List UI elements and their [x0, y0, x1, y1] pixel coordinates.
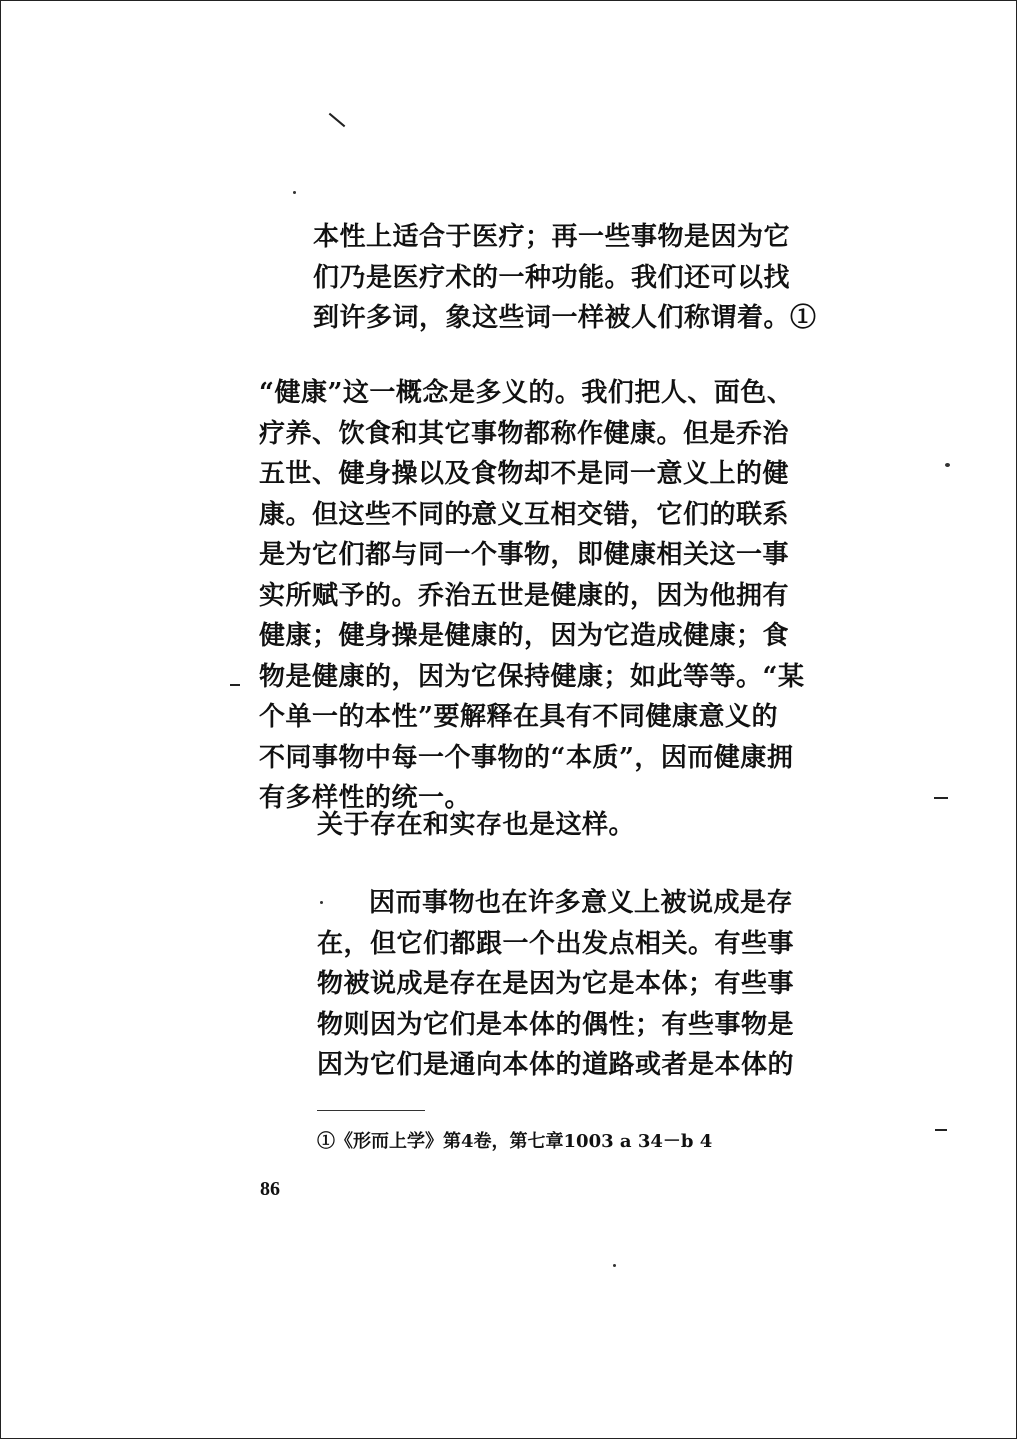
- scan-mark: [329, 113, 346, 127]
- text-line: 是为它们都与同一个事物，即健康相关这一事: [259, 540, 790, 570]
- text-line: 五世、健身操以及食物却不是同一意义上的健: [259, 459, 790, 489]
- text-line: 因而事物也在许多意义上被说成是存: [369, 888, 794, 918]
- scan-speck: [613, 1264, 616, 1267]
- footnote: ①《形而上学》第4卷，第七章1003 a 34－b 4: [317, 1131, 713, 1152]
- text-line: 本性上适合于医疗；再一些事物是因为它: [313, 222, 791, 252]
- text-line: 康。但这些不同的意义互相交错，它们的联系: [259, 499, 790, 530]
- main-paragraph: [259, 373, 824, 819]
- scan-speck: [945, 463, 950, 467]
- text-line: 疗养、饮食和其它事物都称作健康。但是乔治: [259, 418, 790, 449]
- scan-mark: [230, 684, 240, 686]
- scan-speck: [293, 191, 296, 194]
- scan-mark: [934, 797, 948, 799]
- text-line: 健康；健身操是健康的，因为它造成健康；食: [259, 621, 790, 651]
- text-line: 物则因为它们是本体的偶性；有些事物是: [317, 1009, 795, 1040]
- text-line: 在，但它们都跟一个出发点相关。有些事: [317, 928, 795, 959]
- transition-line: [317, 805, 837, 846]
- text-line: 物被说成是存在是因为它是本体；有些事: [317, 969, 795, 999]
- text-line: 个单一的本性”要解释在具有不同健康意义的: [259, 702, 778, 732]
- scan-mark: [935, 1129, 947, 1131]
- text-line: 物是健康的，因为它保持健康；如此等等。“某: [259, 661, 805, 692]
- text-line: 实所赋予的。乔治五世是健康的，因为他拥有: [259, 580, 790, 611]
- text-line: 们乃是医疗术的一种功能。我们还可以找: [313, 262, 791, 293]
- text-line: 有多样性的统一。: [259, 783, 472, 813]
- text-line: 到许多词，象这些词一样被人们称谓着。①: [313, 303, 817, 333]
- quote-top: [313, 217, 823, 339]
- text-line: “健康”这一概念是多义的。我们把人、面色、: [259, 378, 794, 408]
- footnote-divider: [317, 1110, 425, 1111]
- text-line: 关于存在和实存也是这样。: [317, 810, 636, 840]
- text-line: 因为它们是通向本体的道路或者是本体的: [317, 1050, 795, 1080]
- page-number: 86: [260, 1178, 280, 1200]
- quote-bottom: [317, 883, 827, 1086]
- text-line: 不同事物中每一个事物的“本质”，因而健康拥: [259, 742, 794, 773]
